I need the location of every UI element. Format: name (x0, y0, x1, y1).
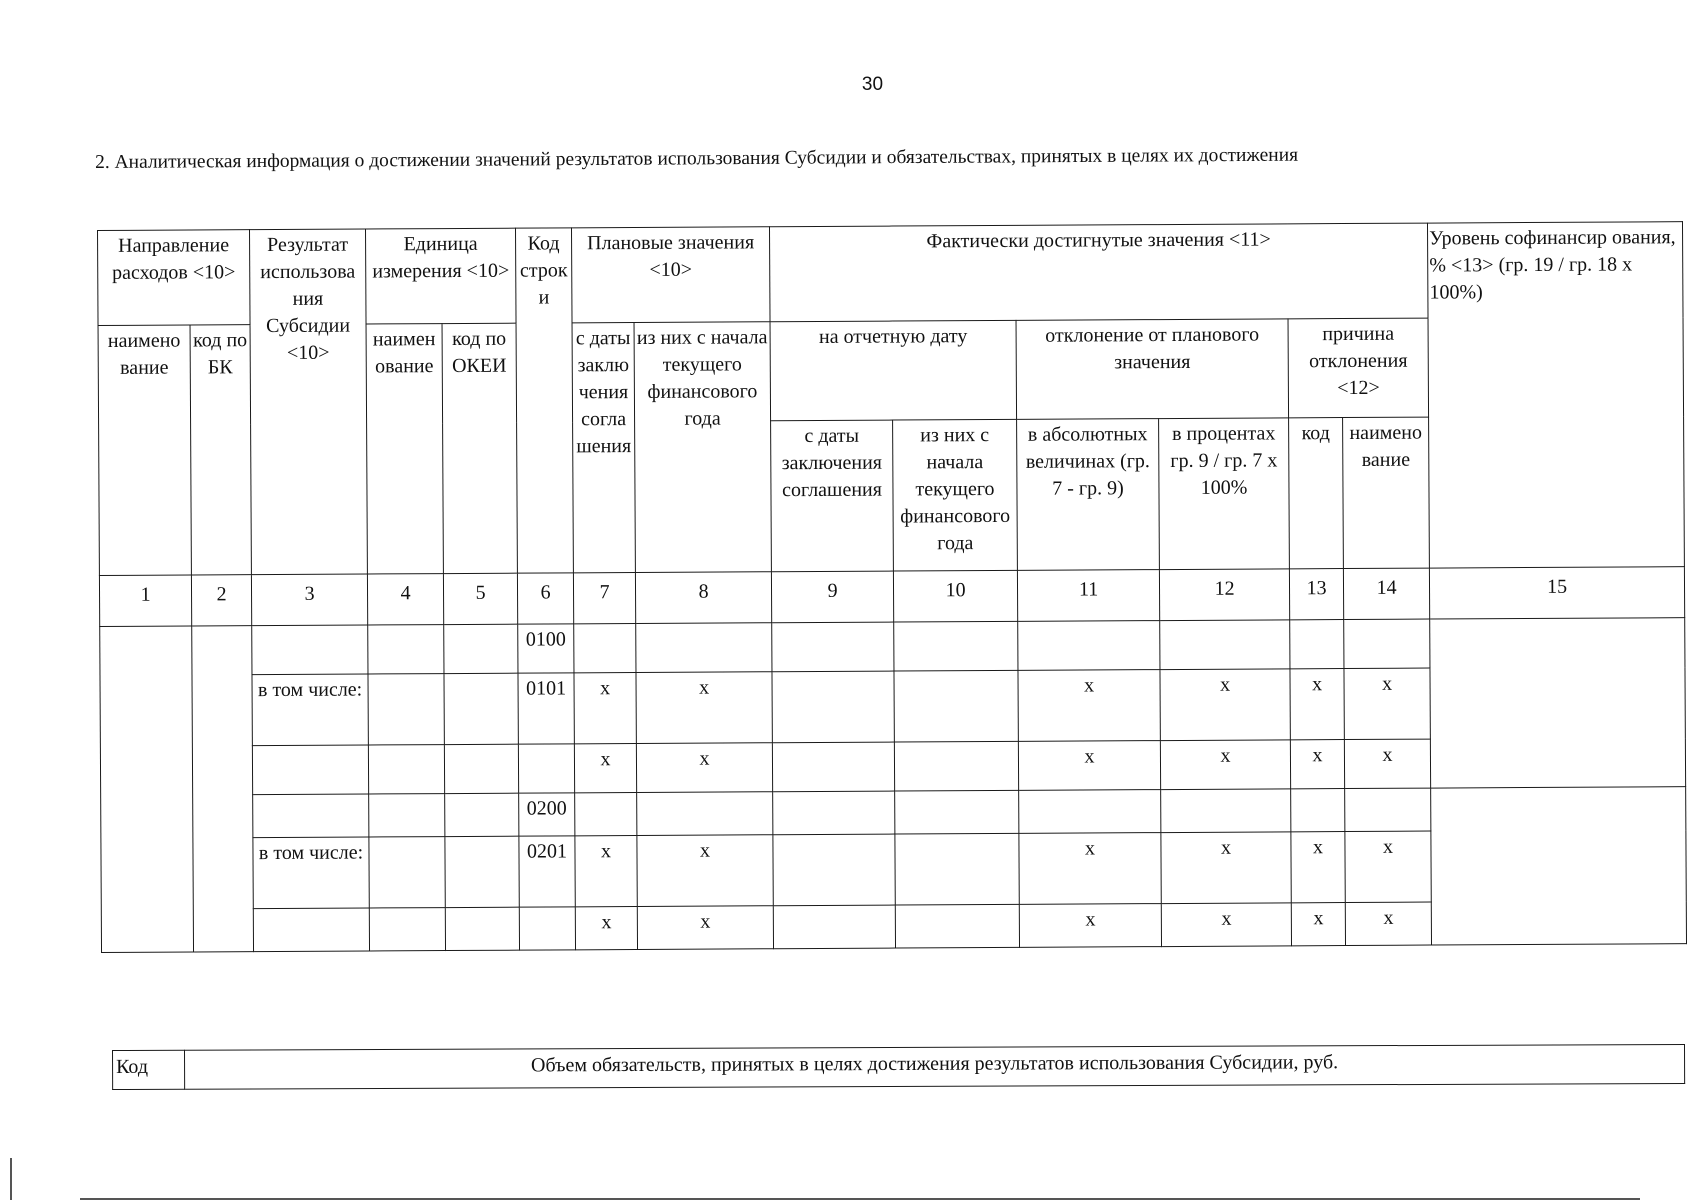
data-cell[interactable] (894, 741, 1018, 791)
header-line-code: Код строк и (516, 228, 574, 573)
header-unit: Единица измерения <10> (366, 228, 517, 324)
column-number: 7 (573, 572, 635, 623)
header-direction: Направление расходов <10> (98, 230, 251, 326)
header-deviation-abs: в абсолютных величинах (гр. 7 - гр. 9) (1017, 419, 1160, 571)
x-mark: х (1160, 740, 1290, 790)
header-direction-code: код по БК (190, 325, 251, 575)
obligations-table (112, 1044, 1685, 1090)
analytics-table (97, 221, 1687, 953)
data-cell[interactable] (369, 908, 445, 951)
data-cell[interactable] (772, 622, 894, 672)
column-number: 9 (771, 571, 893, 623)
column-number: 6 (517, 573, 573, 624)
x-mark: х (575, 835, 637, 906)
data-cell[interactable] (772, 742, 894, 792)
data-cell[interactable] (1018, 621, 1160, 671)
header-direction-name: наимено вание (98, 325, 191, 576)
data-cell[interactable] (369, 794, 445, 837)
column-number: 1 (99, 575, 191, 627)
obligations-code-header: Код (113, 1050, 185, 1089)
section-title: 2. Аналитическая информация о достижении значений результатов использования Субсидии и обязательствах, принятых в целях их достижения (95, 144, 1299, 173)
column-number: 4 (367, 574, 443, 625)
x-mark: х (1344, 668, 1430, 739)
data-cell[interactable] (894, 670, 1018, 742)
data-cell[interactable] (444, 744, 518, 793)
column-number: 14 (1343, 568, 1429, 619)
row-label: в том числе: (253, 837, 369, 909)
header-cofinancing: Уровень софинансир ования, % <13> (гр. 19 / гр. 18 х 100%) (1428, 222, 1685, 568)
data-cell[interactable] (252, 745, 368, 795)
x-mark: х (1290, 740, 1344, 789)
header-reason: причина отклонения <12> (1288, 318, 1429, 418)
data-cell[interactable] (1290, 620, 1344, 669)
header-reason-code: код (1289, 418, 1344, 569)
data-cell[interactable] (252, 625, 368, 675)
header-unit-name: наимен ование (366, 324, 443, 574)
x-mark: х (1160, 669, 1290, 741)
x-mark: х (637, 835, 773, 907)
column-number: 13 (1289, 569, 1343, 620)
x-mark: х (1018, 670, 1160, 742)
data-cell[interactable] (772, 671, 894, 743)
data-cell[interactable] (519, 907, 575, 950)
header-planned: Плановые значения <10> (572, 227, 771, 323)
header-reason-name: наимено вание (1343, 417, 1430, 568)
x-mark: х (1290, 669, 1344, 740)
line-code-cell: 0101 (518, 673, 574, 744)
column-number: 12 (1159, 569, 1289, 621)
data-cell[interactable] (895, 833, 1019, 905)
data-cell[interactable] (445, 836, 519, 907)
data-cell[interactable] (253, 908, 369, 952)
table-row (101, 787, 1686, 839)
data-cell[interactable] (369, 837, 445, 908)
data-cell[interactable] (773, 834, 895, 906)
x-mark: х (1345, 831, 1431, 902)
header-result: Результат использова ния Субсидии <10> (250, 229, 368, 575)
x-mark: х (574, 672, 636, 743)
x-mark: х (1018, 741, 1160, 791)
data-cell[interactable] (1160, 620, 1290, 670)
column-number: 2 (191, 575, 251, 626)
obligations-volume-header: Объем обязательств, принятых в целях достижения результатов использования Субсидии, руб. (185, 1044, 1685, 1089)
line-code-cell: 0201 (519, 836, 575, 907)
x-mark: х (1019, 833, 1161, 905)
column-number: 10 (893, 570, 1017, 622)
cofinancing-cell[interactable] (1430, 618, 1686, 788)
header-deviation-pct: в процентах гр. 9 / гр. 7 х 100% (1159, 418, 1290, 570)
data-cell[interactable] (368, 745, 444, 794)
data-cell[interactable] (773, 791, 895, 835)
x-mark: х (1161, 832, 1291, 904)
header-planned-from-agreement: с даты заклю чения согла шения (572, 323, 635, 573)
header-actual-report-date: на отчетную дату (770, 320, 1017, 420)
header-unit-code: код по ОКЕИ (442, 323, 517, 573)
header-planned-from-year: из них с начала текущего финансового года (634, 322, 771, 573)
x-mark: х (1345, 902, 1431, 945)
data-cell[interactable] (574, 623, 636, 672)
direction-name-cell[interactable] (100, 626, 194, 953)
data-cell[interactable] (368, 625, 444, 674)
column-number: 3 (251, 574, 367, 626)
data-cell[interactable] (444, 673, 518, 744)
x-mark: х (1291, 903, 1345, 946)
x-mark: х (1161, 903, 1291, 947)
x-mark: х (1291, 832, 1345, 903)
data-cell[interactable] (637, 792, 773, 836)
header-actual-from-year: из них с начала текущего финансового года (893, 419, 1018, 571)
data-cell[interactable] (1345, 788, 1431, 831)
x-mark: х (636, 672, 772, 744)
x-mark: х (1344, 739, 1430, 788)
data-cell[interactable] (1019, 790, 1161, 834)
data-cell[interactable] (895, 904, 1019, 948)
column-number: 8 (635, 572, 771, 624)
x-mark: х (637, 906, 773, 950)
column-number: 15 (1430, 567, 1685, 619)
data-cell[interactable] (636, 623, 772, 673)
header-actual-from-agreement: с даты заключения соглашения (771, 420, 894, 572)
x-mark: х (636, 743, 772, 793)
line-code-cell: 0200 (519, 793, 575, 836)
obligations-table-wrap (112, 1044, 1684, 1090)
data-cell[interactable] (445, 907, 519, 950)
scan-artifact (10, 1158, 12, 1200)
header-actual: Фактически достигнутые значения <11> (770, 223, 1429, 322)
line-code-cell: 0100 (518, 624, 574, 673)
data-cell[interactable] (1161, 789, 1291, 833)
data-cell[interactable] (444, 624, 518, 673)
column-number: 11 (1017, 570, 1159, 622)
direction-code-cell[interactable] (192, 626, 254, 952)
header-deviation: отклонение от планового значения (1016, 319, 1289, 420)
page-number: 30 (861, 74, 884, 95)
row-label: в том числе: (252, 674, 368, 746)
x-mark: х (575, 906, 637, 949)
data-cell[interactable] (253, 794, 369, 838)
analytics-table-wrap (97, 221, 1686, 953)
x-mark: х (574, 743, 636, 792)
column-number: 5 (443, 573, 517, 624)
data-cell[interactable] (895, 790, 1019, 834)
data-cell[interactable] (445, 793, 519, 836)
data-cell[interactable] (368, 674, 444, 745)
data-cell[interactable] (894, 621, 1018, 671)
data-cell[interactable] (518, 744, 574, 793)
cofinancing-cell[interactable] (1431, 787, 1687, 945)
table-row (100, 618, 1685, 676)
data-cell[interactable] (773, 905, 895, 949)
data-cell[interactable] (1344, 619, 1430, 668)
data-cell[interactable] (1291, 789, 1345, 832)
data-cell[interactable] (575, 792, 637, 835)
x-mark: х (1019, 904, 1161, 948)
